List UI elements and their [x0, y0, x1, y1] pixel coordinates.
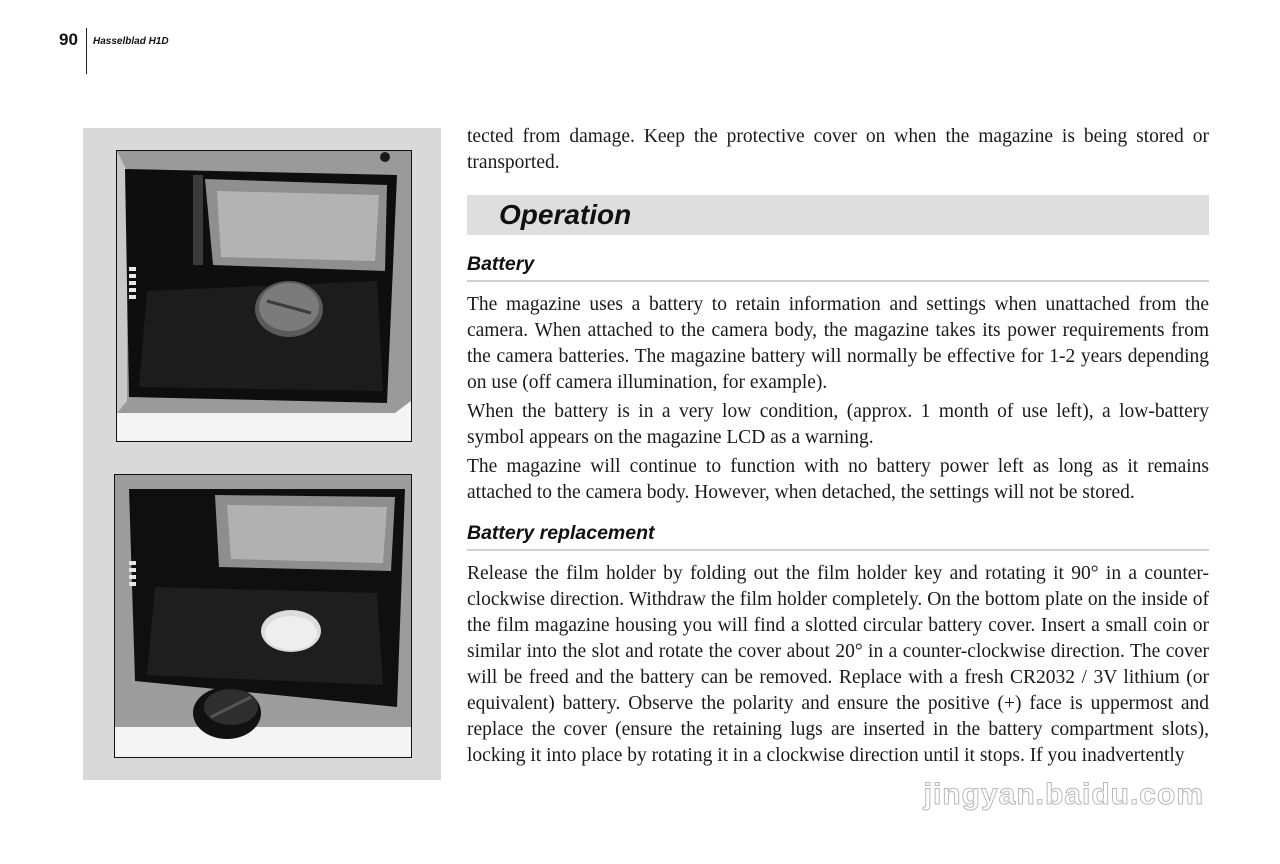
battery-replacement-paragraph: Release the film holder by folding out the film holder key and rotating it 90° in a counter-clockwise direction. Withdraw the film holder completely. On the bottom plate on the inside of the film magazine housing you will find a slotted circular battery cover. Insert a small coin or similar into the slot and rotate the cover about 20° in a counter-clockwise direction. The cover will be freed and the battery can be removed. Replace with a fresh CR2032 / 3V lithium (or equivalent) battery. Observe the polarity and ensure the positive (+) face is uppermost and replace the cover (ensure the retaining lugs are inserted in the battery compartment slots), locking it into place by rotating it in a clockwise direction until it stops. If you inadvertently	[467, 563, 1209, 766]
battery-replacement-heading: Battery replacement	[467, 520, 1209, 551]
section-title: Operation	[499, 199, 632, 230]
intro-paragraph: tected from damage. Keep the protective cover on when the magazine is being stored or transported.	[467, 126, 1209, 173]
battery-heading: Battery	[467, 251, 1209, 282]
text-column	[467, 124, 1209, 772]
battery-paragraph-3: The magazine will continue to function with no battery power left as long as it remains attached to the camera body. However, when detached, the settings will not be stored.	[467, 456, 1209, 503]
photo-magazine-interior-with-battery-cover	[116, 150, 412, 442]
header-divider	[86, 28, 87, 74]
battery-paragraph-1: The magazine uses a battery to retain information and settings when unattached from the camera. When attached to the camera body, the magazine takes its power requirements from the camera batteries. The magazine battery will normally be effective for 1-2 years depending on use (off camera illumination, for example).	[467, 294, 1209, 393]
running-title: Hasselblad H1D	[93, 36, 169, 47]
watermark: jingyan.baidu.com	[923, 778, 1204, 811]
section-bar	[467, 195, 1209, 235]
photo-magazine-interior-cover-removed	[114, 474, 412, 758]
battery-paragraph-2: When the battery is in a very low condition, (approx. 1 month of use left), a low-battery symbol appears on the magazine LCD as a warning.	[467, 401, 1209, 448]
page-number: 90	[59, 30, 78, 49]
figure-panel	[83, 128, 441, 780]
